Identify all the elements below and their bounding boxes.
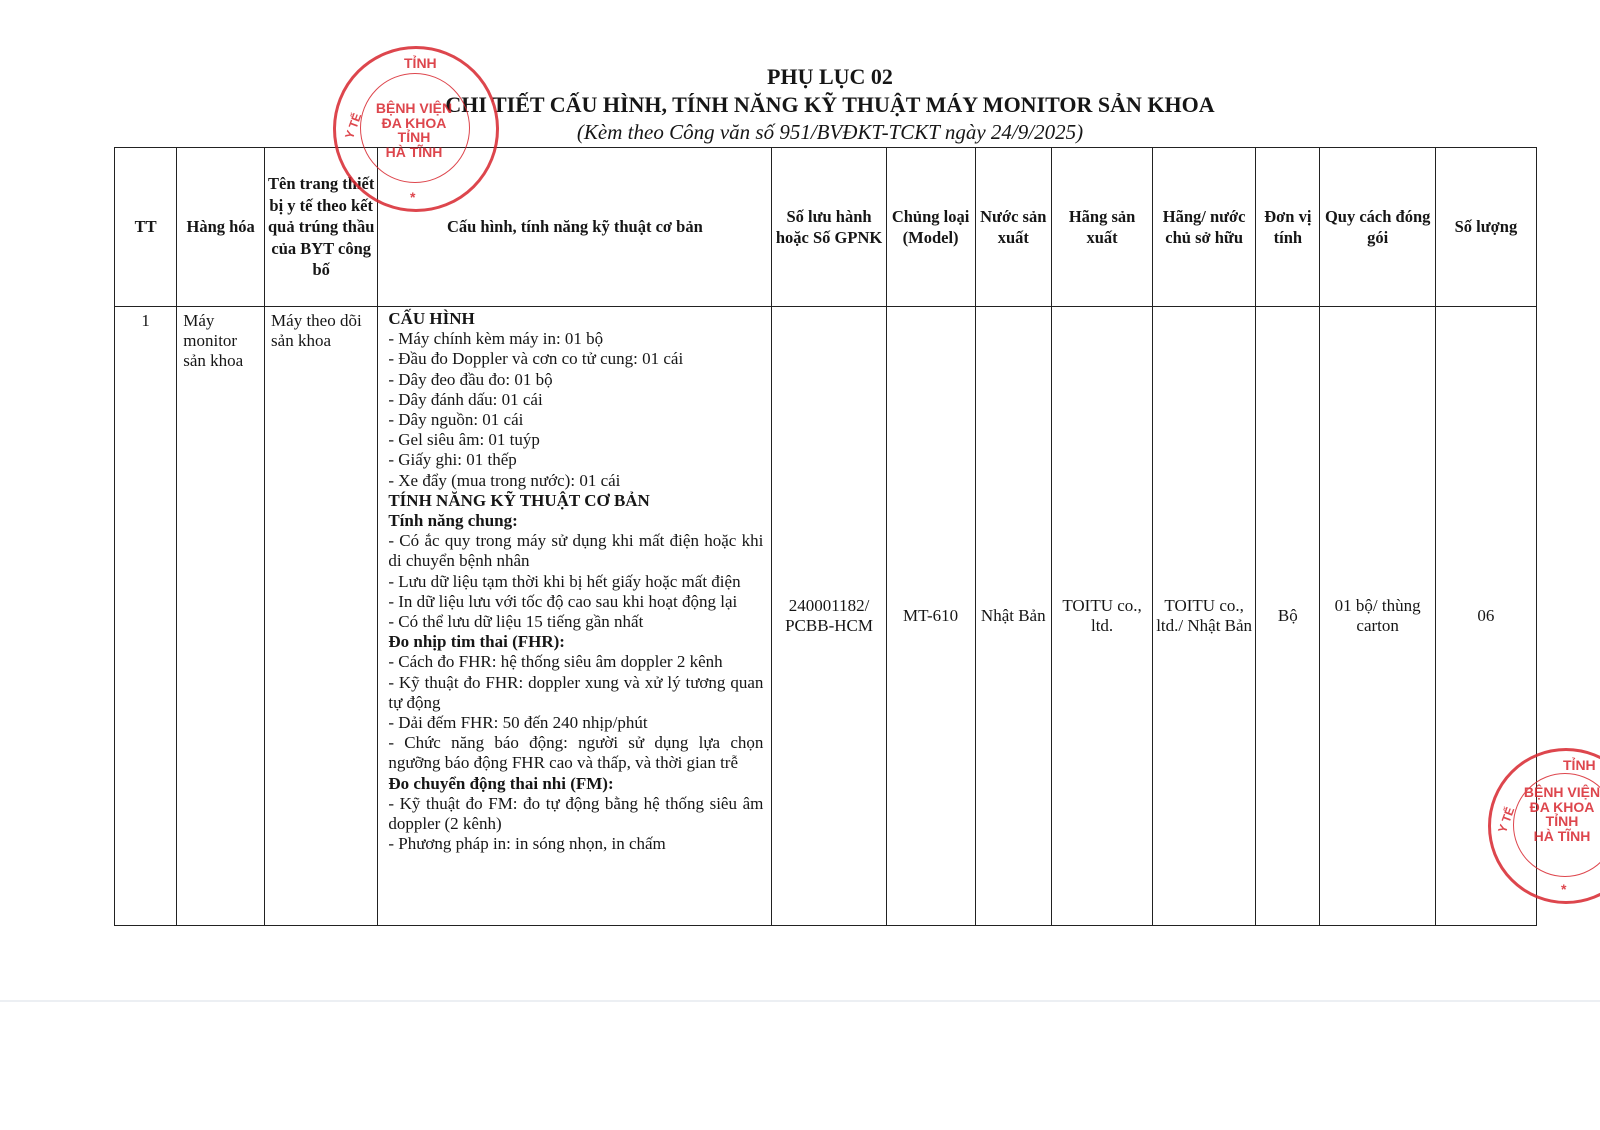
spec-line: - Đầu đo Doppler và cơn co tử cung: 01 cái [388,349,684,369]
spec-section-heading: Tính năng chung: [388,511,518,531]
spec-line: - In dữ liệu lưu với tốc độ cao sau khi hoạt động lại [388,591,738,611]
stamp-star: * [410,189,416,205]
spec-line: - Kỹ thuật đo FHR: doppler xung và xử lý tương quan tự động [388,672,764,712]
stamp-line-1: BỆNH VIỆN [375,100,453,116]
cell-unit: Bộ [1256,307,1320,926]
col-header-quantity: Số lượng [1435,148,1536,307]
col-header-byt-name: Tên trang thiết bị y tế theo kết quả trúng thầu của BYT công bố [265,148,378,307]
spec-line: - Có thể lưu dữ liệu 15 tiếng gần nhất [388,612,644,632]
cell-owner: TOITU co., ltd./ Nhật Bản [1153,307,1256,926]
spec-line: - Giấy ghi: 01 thếp [388,450,517,470]
spec-line: - Chức năng báo động: người sử dụng lựa chọn ngưỡng báo động FHR cao và thấp, và thời gian trễ [388,733,764,773]
spec-line: - Dải đếm FHR: 50 đến 240 nhịp/phút [388,713,648,733]
cell-tt: 1 [115,307,177,926]
stamp-left-text: Y TẾ [1495,805,1518,835]
table-header-row [115,148,1537,307]
spec-line: - Phương pháp in: in sóng nhọn, in chấm [388,834,666,854]
stamp-top-text: TỈNH [1563,757,1596,773]
stamp-center-text [356,101,472,160]
col-header-tt: TT [115,148,177,307]
spec-section-heading: Đo chuyển động thai nhi (FM): [388,773,614,793]
cell-quantity: 06 [1435,307,1536,926]
spec-section-heading: TÍNH NĂNG KỸ THUẬT CƠ BẢN [388,490,650,510]
col-header-packaging: Quy cách đóng gói [1320,148,1435,307]
spec-line: - Xe đẩy (mua trong nước): 01 cái [388,470,621,490]
cell-spec [378,307,772,926]
table-row [115,307,1537,926]
col-header-model: Chủng loại (Model) [886,148,975,307]
stamp-top-text: TỈNH [404,55,437,71]
col-header-manufacturer: Hãng sản xuất [1052,148,1153,307]
cell-byt-name: Máy theo dõi sản khoa [265,307,378,926]
document-subtitle: (Kèm theo Công văn số 951/BVĐKT-TCKT ngày 24/9/2025) [576,120,1084,144]
spec-section-heading: Đo nhịp tim thai (FHR): [388,632,565,652]
spec-table [114,144,1537,926]
spec-line: - Gel siêu âm: 01 tuýp [388,430,540,450]
spec-line: - Kỹ thuật đo FM: đo tự động bằng hệ thống siêu âm doppler (2 kênh) [388,793,764,834]
spec-line: - Lưu dữ liệu tạm thời khi bị hết giấy hoặc mất điện [388,571,741,591]
col-header-owner: Hãng/ nước chủ sở hữu [1153,148,1256,307]
stamp-line-2: ĐA KHOA [1529,798,1595,815]
official-stamp [333,46,499,212]
stamp-line-1: BỆNH VIỆN [1523,784,1600,800]
cell-packaging: 01 bộ/ thùng carton [1320,307,1435,926]
stamp-line-3: TỈNH [397,129,431,146]
spec-line: - Dây nguồn: 01 cái [388,410,524,430]
col-header-registration: Số lưu hành hoặc Số GPNK [772,148,886,307]
stamp-line-3: TỈNH [1545,813,1579,830]
spec-line: - Cách đo FHR: hệ thống siêu âm doppler 2 kênh [388,652,723,672]
col-header-country: Nước sản xuất [975,148,1052,307]
spec-line: - Máy chính kèm máy in: 01 bộ [388,329,604,349]
page-edge-divider [0,1000,1600,1002]
stamp-center-text [1509,785,1600,844]
appendix-label: PHỤ LỤC 02 [767,64,893,89]
cell-item: Máy monitor sản khoa [177,307,265,926]
document-title: CHI TIẾT CẤU HÌNH, TÍNH NĂNG KỸ THUẬT MÁY MONITOR SẢN KHOA [445,92,1215,117]
stamp-line-4: HÀ TĨNH [1533,828,1591,845]
stamp-left-text: Y TẾ [342,111,365,141]
col-header-spec: Cấu hình, tính năng kỹ thuật cơ bản [378,148,772,307]
spec-line: - Dây đánh dấu: 01 cái [388,389,543,409]
stamp-line-4: HÀ TĨNH [385,144,443,161]
spec-line: - Có ắc quy trong máy sử dụng khi mất điện hoặc khi di chuyển bệnh nhân [388,531,764,571]
spec-line: - Dây đeo đầu đo: 01 bộ [388,369,553,389]
stamp-star: * [1561,881,1567,897]
cell-country: Nhật Bản [975,307,1052,926]
col-header-item: Hàng hóa [177,148,265,307]
stamp-line-2: ĐA KHOA [381,114,447,131]
cell-manufacturer: TOITU co., ltd. [1052,307,1153,926]
col-header-unit: Đơn vị tính [1256,148,1320,307]
spec-section-heading: CẤU HÌNH [388,309,475,328]
cell-model: MT-610 [886,307,975,926]
cell-registration: 240001182/ PCBB-HCM [772,307,886,926]
